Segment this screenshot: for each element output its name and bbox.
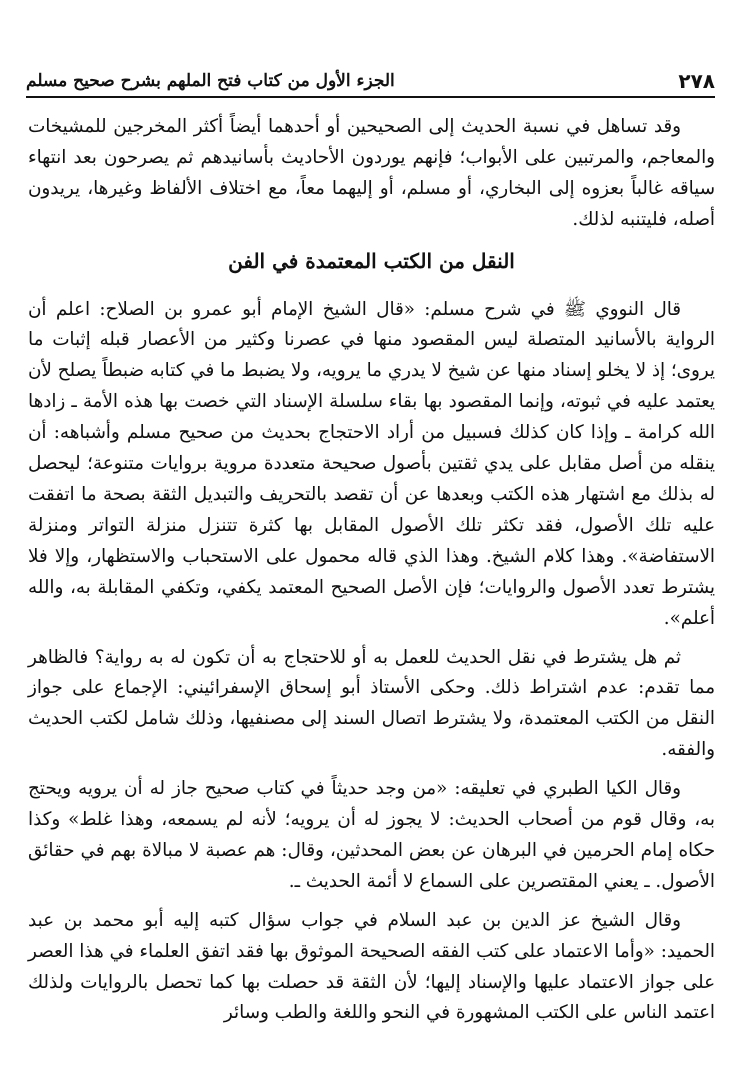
paragraph-2: قال النووي ﷺ في شرح مسلم: «قال الشيخ الإمام أبو عمرو بن الصلاح: اعلم أن الرواية بالأسانيد المتصلة ليس المقصود منها في عصرنا وكثير من الأعصار قبله إثبات ما يروى؛ إذ لا يخلو إسناد منها عن شيخ لا يدري ما يرويه، ولا يضبط ما في كتابه ضبطاً يصلح لأن يعتمد عليه في ثبوته، وإنما المقصود بها بقاء سلسلة الإسناد التي خصت بها هذه الأمة ـ زادها الله كرامة ـ وإذا كان كذلك فسبيل من أراد الاحتجاج بحديث من صحيح مسلم وأشباهه: أن ينقله من أصل مقابل على يدي ثقتين بأصول صحيحة متعددة مروية بروايات متنوعة؛ ليحصل له بذلك مع اشتهار هذه الكتب وبعدها عن أن تقصد بالتحريف والتبديل الثقة بصحة ما اتفقت عليه تلك الأصول، فقد تكثر تلك الأصول المقابل بها كثرة تتنزل منزلة التواتر ومنزلة الاستفاضة». وهذا كلام الشيخ. وهذا الذي قاله محمول على الاستحباب والاستظهار، وإلا فلا يشترط تعدد الأصول والروايات؛ فإن الأصل الصحيح المعتمد يكفي، وتكفي المقابلة به، والله أعلم». xyxy=(28,298,715,629)
page-header xyxy=(26,58,715,98)
paragraph-3: ثم هل يشترط في نقل الحديث للعمل به أو للاحتجاج به أن تكون له به رواية؟ فالظاهر مما تقدم: عدم اشتراط ذلك. وحكى الأستاذ أبو إسحاق الإسفرائيني: الإجماع على جواز النقل من الكتب المعتمدة، ولا يشترط اتصال السند إلى مصنفيها، وذلك شامل لكتب الحديث والفقه. xyxy=(28,646,715,761)
page-body xyxy=(28,112,715,1029)
section-heading: النقل من الكتب المعتمدة في الفن xyxy=(228,248,515,273)
running-title: الجزء الأول من كتاب فتح الملهم بشرح صحيح مسلم xyxy=(26,71,395,91)
paragraph-1: وقد تساهل في نسبة الحديث إلى الصحيحين أو أحدهما أيضاً أكثر المخرجين للمشيخات والمعاجم، والمرتبين على الأبواب؛ فإنهم يوردون الأحاديث بأسانيدهم ثم يصرحون بعد انتهاء سياقه غالباً بعزوه إلى البخاري، أو مسلم، أو إليهما معاً، مع اختلاف الألفاظ وغيرها، يريدون أصله، فليتنبه لذلك. xyxy=(28,116,715,230)
paragraph-5: وقال الشيخ عز الدين بن عبد السلام في جواب سؤال كتبه إليه أبو محمد بن عبد الحميد: «وأما الاعتماد على كتب الفقه الصحيحة الموثوق بها فقد اتفق العلماء في هذا العصر على جواز الاعتماد عليها والإسناد إليها؛ لأن الثقة قد حصلت بها كما تحصل بالروايات ولذلك اعتمد الناس على الكتب المشهورة في النحو واللغة والطب وسائر xyxy=(28,909,715,1024)
page-number: ٢٧٨ xyxy=(678,69,715,93)
paragraph-4: وقال الكيا الطبري في تعليقه: «من وجد حديثاً في كتاب صحيح جاز له أن يرويه ويحتج به، وقال قوم من أصحاب الحديث: لا يجوز له أن يرويه؛ لأنه لم يسمعه، وهذا غلط» وكذا حكاه إمام الحرمين في البرهان عن بعض المحدثين، وقال: هم عصبة لا مبالاة بهم في حقائق الأصول. ـ يعني المقتصرين على السماع لا أئمة الحديث ـ. xyxy=(28,778,715,892)
